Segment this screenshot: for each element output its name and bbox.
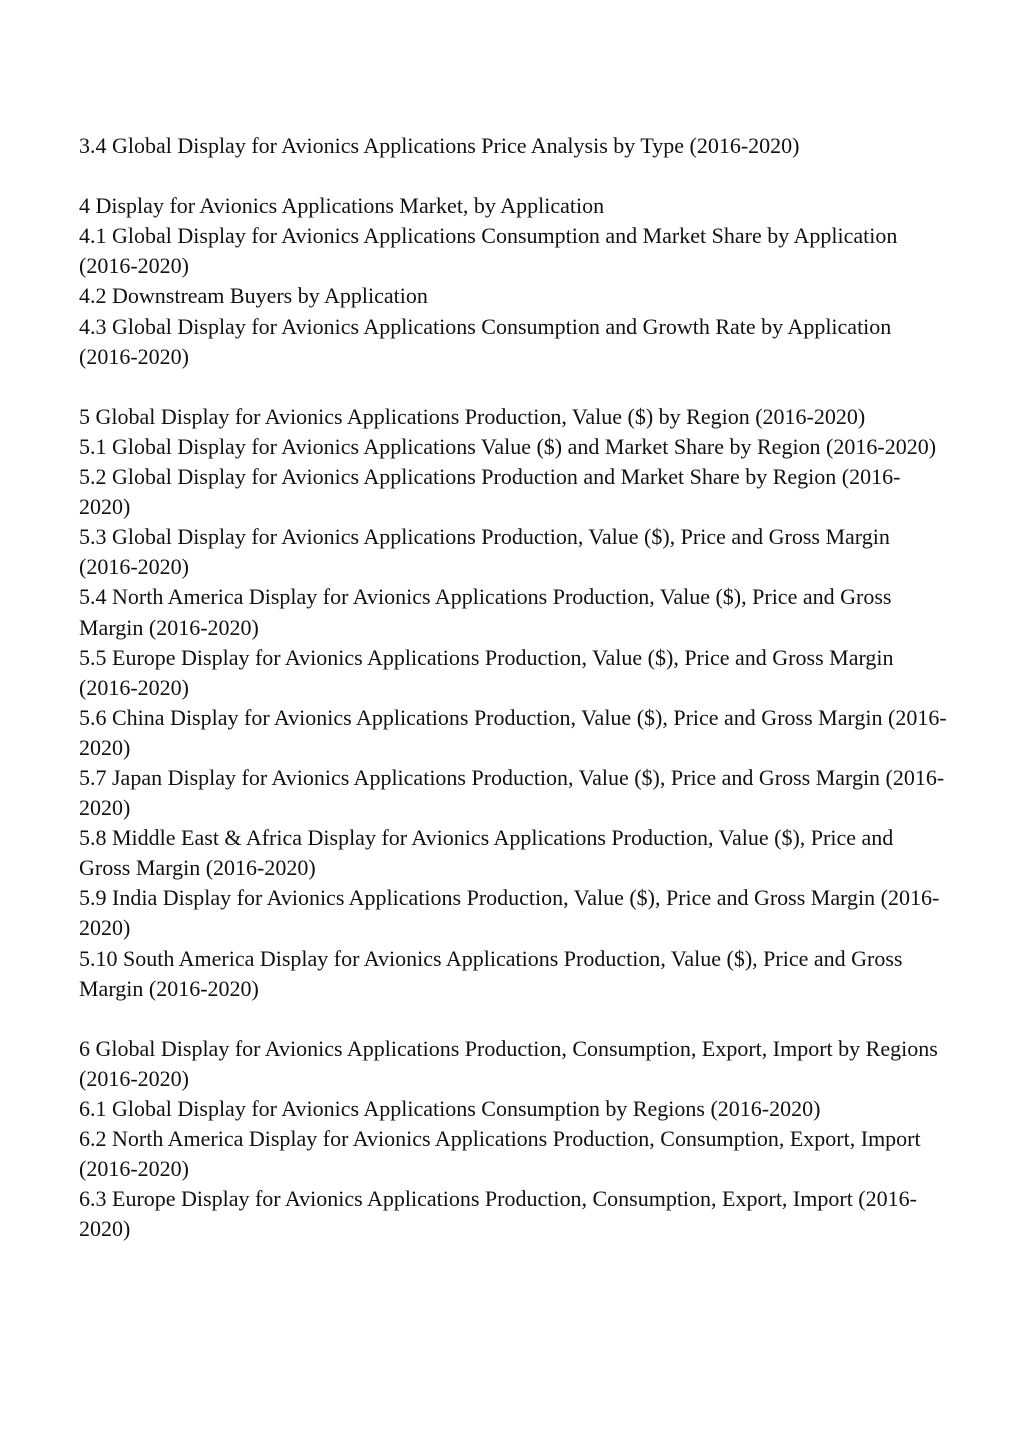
toc-entry: 5.7 Japan Display for Avionics Applications Production, Value ($), Price and Gross Margin (2016-2020) <box>79 764 945 821</box>
toc-entry: 5.10 South America Display for Avionics Applications Production, Value ($), Price and Gross Margin (2016-2020) <box>79 945 903 1001</box>
toc-entry: 6 Global Display for Avionics Applications Production, Consumption, Export, Import by Regions (2016-2020) <box>79 1035 938 1091</box>
toc-entry: 4.1 Global Display for Avionics Applications Consumption and Market Share by Application (2016-2020) <box>79 223 898 279</box>
toc-entry: 5.3 Global Display for Avionics Applications Production, Value ($), Price and Gross Margin (2016-2020) <box>79 524 890 580</box>
toc-entry: 6.1 Global Display for Avionics Applications Consumption by Regions (2016-2020) <box>79 1096 821 1121</box>
toc-entry: 5.5 Europe Display for Avionics Applications Production, Value ($), Price and Gross Margin (2016-2020) <box>79 644 894 700</box>
toc-entry: 6.2 North America Display for Avionics Applications Production, Consumption, Export, Import (2016-2020) <box>79 1126 921 1182</box>
toc-entry: 4.3 Global Display for Avionics Applications Consumption and Growth Rate by Application (2016-2020) <box>79 313 892 369</box>
section-4 <box>79 191 949 372</box>
toc-entry: 3.4 Global Display for Avionics Applications Price Analysis by Type (2016-2020) <box>79 133 800 158</box>
toc-entry: 5 Global Display for Avionics Applications Production, Value ($) by Region (2016-2020) <box>79 403 866 429</box>
document-page <box>79 131 949 1275</box>
toc-entry: 5.2 Global Display for Avionics Applications Production and Market Share by Region (2016-2020) <box>79 464 901 520</box>
section-6 <box>79 1034 949 1245</box>
toc-entry: 4 Display for Avionics Applications Market, by Application <box>79 193 605 219</box>
section-3-4 <box>79 131 949 161</box>
toc-entry: 4.2 Downstream Buyers by Application <box>79 283 428 309</box>
toc-entry: 5.6 China Display for Avionics Applications Production, Value ($), Price and Gross Margin (2016-2020) <box>79 704 947 760</box>
toc-entry: 5.1 Global Display for Avionics Applications Value ($) and Market Share by Region (2016-2020) <box>79 433 937 459</box>
toc-entry: 5.4 North America Display for Avionics Applications Production, Value ($), Price and Gross Margin (2016-2020) <box>79 584 892 640</box>
toc-entry: 6.3 Europe Display for Avionics Applications Production, Consumption, Export, Import (2016-2020) <box>79 1186 917 1242</box>
toc-entry: 5.8 Middle East & Africa Display for Avionics Applications Production, Value ($), Price and Gross Margin (2016-2020) <box>79 825 894 881</box>
toc-entry: 5.9 India Display for Avionics Applications Production, Value ($), Price and Gross Margin (2016-2020) <box>79 885 940 941</box>
section-5 <box>79 402 949 1004</box>
